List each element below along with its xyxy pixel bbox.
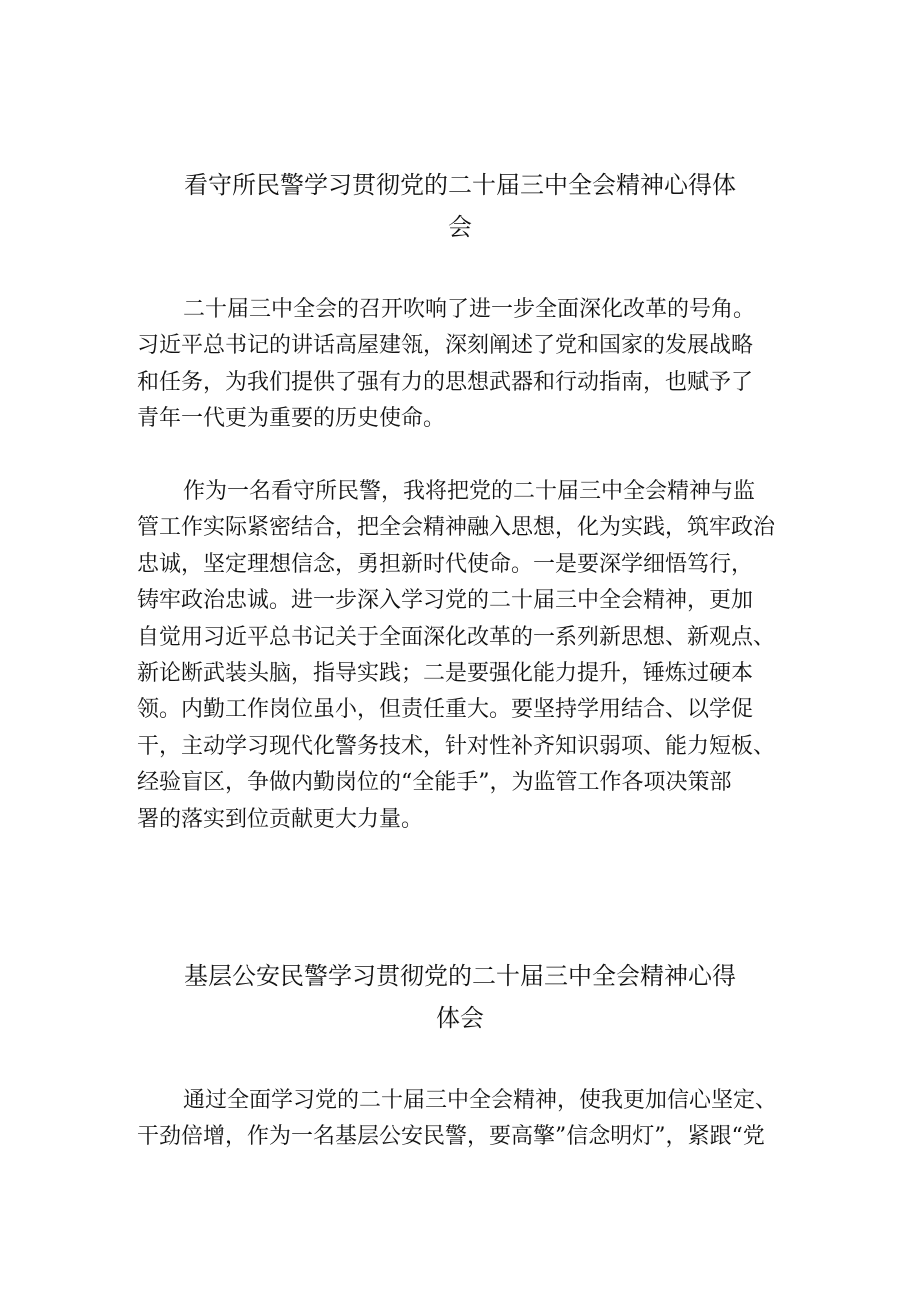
- text-line: 通过全面学习党的二十届三中全会精神，使我更加信心坚定、: [183, 1088, 778, 1113]
- text-line: 青年一代更为重要的历史使命。: [137, 406, 446, 432]
- article-1-title-line-2: 会: [448, 213, 472, 241]
- text-line: 二十届三中全会的召开吹响了进一步全面深化改革的号角。: [183, 297, 756, 322]
- text-line: 新论断武装头脑，指导实践；二是要强化能力提升，锤炼过硬本: [137, 661, 754, 687]
- text-line: 管工作实际紧密结合，把全会精神融入思想，化为实践，筑牢政治: [137, 515, 776, 541]
- article-2-paragraph-1: [137, 1083, 787, 1156]
- article-2-title: [130, 955, 790, 1039]
- text-line: 经验盲区，争做内勤岗位的“全能手”，为监管工作各项决策部: [137, 770, 732, 796]
- text-line: 和任务，为我们提供了强有力的思想武器和行动指南，也赋予了: [137, 369, 754, 395]
- text-line: 自觉用习近平总书记关于全面深化改革的一系列新思想、新观点、: [137, 624, 776, 650]
- article-1-title-line-1: 看守所民警学习贯彻党的二十届三中全会精神心得体: [184, 171, 736, 199]
- article-2-title-line-2: 体会: [436, 1004, 484, 1032]
- article-1-paragraph-1: [137, 292, 787, 438]
- text-line: 忠诚，坚定理想信念，勇担新时代使命。一是要深学细悟笃行，: [137, 551, 754, 577]
- text-line: 作为一名看守所民警，我将把党的二十届三中全会精神与监: [183, 479, 756, 504]
- text-line: 习近平总书记的讲话高屋建瓴，深刻阐述了党和国家的发展战略: [137, 333, 754, 359]
- article-1-paragraph-2: [137, 474, 787, 838]
- text-line: 署的落实到位贡献更大力量。: [137, 806, 424, 832]
- text-line: 铸牢政治忠诚。进一步深入学习党的二十届三中全会精神，更加: [137, 588, 754, 614]
- text-line: 领。内勤工作岗位虽小，但责任重大。要坚持学用结合、以学促: [137, 697, 754, 723]
- article-1-title: [130, 164, 790, 248]
- article-2-title-line-1: 基层公安民警学习贯彻党的二十届三中全会精神心得: [184, 962, 736, 990]
- text-line: 干劲倍增，作为一名基层公安民警，要高擎”信念明灯”，紧跟“党: [137, 1124, 765, 1150]
- text-line: 干，主动学习现代化警务技术，针对性补齐知识弱项、能力短板、: [137, 733, 776, 759]
